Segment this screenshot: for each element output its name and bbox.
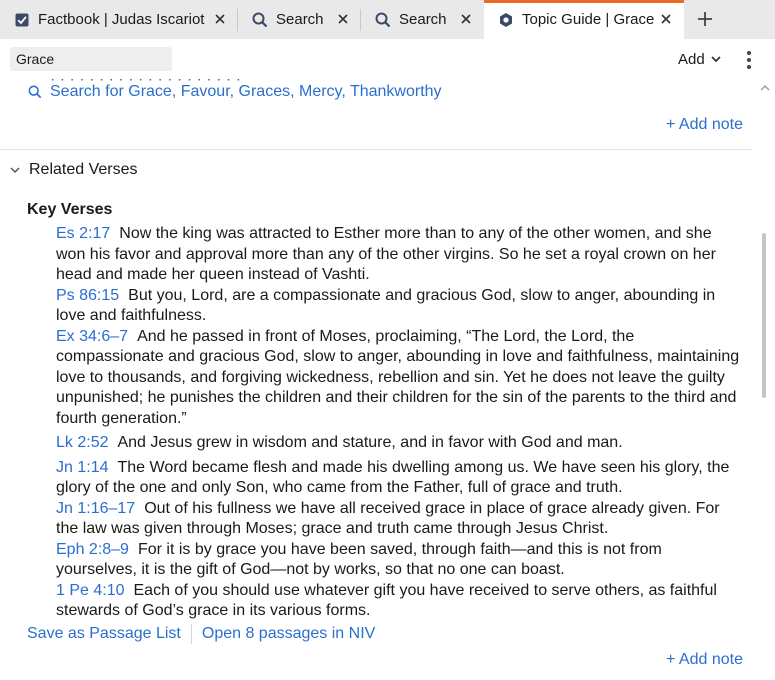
new-tab-plus-icon[interactable] xyxy=(695,9,715,29)
verse-item xyxy=(56,540,740,581)
tab-label: Topic Guide | Grace xyxy=(522,11,655,28)
verse-reference-link[interactable]: Es 2:17 xyxy=(56,225,111,242)
key-verses-heading: Key Verses xyxy=(27,201,113,218)
link-divider xyxy=(191,624,192,644)
verse-text: And he passed in front of Moses, proclaiming, “The Lord, the Lord, the compassionate and gracious God, slow to anger, abounding in love and faithfulness, maintaining love to thousands, and forgiving wickedness, rebellion and sin. Yet he does not leave the guilty unpunished; he punishes the children and their children for the sin of the parents to the third and fourth generation.” xyxy=(56,327,740,427)
chevron-down-icon xyxy=(711,56,721,63)
search-link-label: Search for Grace, Favour, Graces, Mercy, Thankworthy xyxy=(50,83,442,100)
open-passages-link[interactable]: Open 8 passages in NIV xyxy=(201,625,376,642)
section-title: Related Verses xyxy=(29,161,138,178)
topic-guide-content xyxy=(0,79,775,680)
save-passage-list-link[interactable]: Save as Passage List xyxy=(27,625,181,642)
checkbox-icon xyxy=(14,12,30,28)
vertical-scrollbar[interactable] xyxy=(756,79,775,680)
verse-item xyxy=(56,286,740,327)
verse-reference-link[interactable]: 1 Pe 4:10 xyxy=(56,581,125,599)
add-note-button[interactable]: + Add note xyxy=(666,116,743,133)
section-divider xyxy=(0,149,752,150)
tab-label: Search xyxy=(276,11,324,28)
related-verses-header[interactable] xyxy=(10,161,138,179)
tab-label: Factbook | Judas Iscariot xyxy=(38,11,205,28)
verse-text: But you, Lord, are a compassionate and gracious God, slow to anger, abounding in love and faithfulness. xyxy=(56,286,716,324)
tab-search-2[interactable] xyxy=(361,0,484,39)
verse-text: And Jesus grew in wisdom and stature, and in favor with God and man. xyxy=(117,434,623,451)
add-button[interactable] xyxy=(678,49,721,69)
verse-text: Out of his fullness we have all received grace in place of grace already given. For the law was given through Moses; grace and truth came through Jesus Christ. xyxy=(56,499,720,537)
search-icon xyxy=(375,12,391,28)
tab-label: Search xyxy=(399,11,447,28)
verse-reference-link[interactable]: Ex 34:6–7 xyxy=(56,327,129,345)
verse-item xyxy=(56,433,740,454)
tab-topic-guide[interactable] xyxy=(484,0,684,39)
passage-actions xyxy=(27,624,375,644)
scrollbar-thumb[interactable] xyxy=(762,233,766,398)
verse-reference-link[interactable]: Eph 2:8–9 xyxy=(56,540,129,558)
verse-item xyxy=(56,499,740,540)
verse-reference-link[interactable]: Jn 1:14 xyxy=(56,458,109,476)
close-icon[interactable] xyxy=(458,11,474,27)
verse-list xyxy=(56,224,740,622)
verse-reference-link[interactable]: Lk 2:52 xyxy=(56,434,109,451)
tab-search-1[interactable] xyxy=(238,0,361,39)
chevron-down-icon xyxy=(10,167,20,174)
verse-item xyxy=(56,224,740,286)
add-button-label: Add xyxy=(678,50,705,68)
add-note-button[interactable]: + Add note xyxy=(666,651,743,668)
cut-off-text: · · · · · · · · · · · · · · · · · · · · xyxy=(50,79,242,88)
chevron-up-icon[interactable] xyxy=(760,84,770,91)
verse-text: Each of you should use whatever gift you have received to serve others, as faithful stewards of God’s grace in its various forms. xyxy=(56,581,717,619)
verse-reference-link[interactable]: Jn 1:16–17 xyxy=(56,499,136,517)
verse-reference-link[interactable]: Ps 86:15 xyxy=(56,286,120,304)
verse-text: Now the king was attracted to Esther more than to any of the other women, and she won his favor and approval more than any of the other virgins. So he set a royal crown on her head and made her queen instead of Vashti. xyxy=(56,225,716,283)
topic-guide-icon xyxy=(498,12,514,28)
verse-item xyxy=(56,458,740,499)
search-icon xyxy=(252,12,268,28)
close-icon[interactable] xyxy=(212,11,228,27)
close-icon[interactable] xyxy=(335,11,351,27)
verse-text: For it is by grace you have been saved, through faith—and this is not from yourselves, it is the gift of God—not by works, so that no one can boast. xyxy=(56,540,662,578)
topic-search-input[interactable] xyxy=(10,47,172,71)
more-options-icon[interactable] xyxy=(742,49,756,71)
tab-factbook[interactable] xyxy=(0,0,238,39)
tab-bar xyxy=(0,0,775,39)
verse-item xyxy=(56,581,740,622)
verse-item xyxy=(56,327,740,430)
search-related-link[interactable] xyxy=(28,83,442,101)
verse-text: The Word became flesh and made his dwelling among us. We have seen his glory, the glory of the one and only Son, who came from the Father, full of grace and truth. xyxy=(56,458,730,496)
toolbar xyxy=(0,39,775,79)
close-icon[interactable] xyxy=(658,11,674,27)
search-icon xyxy=(28,85,42,99)
